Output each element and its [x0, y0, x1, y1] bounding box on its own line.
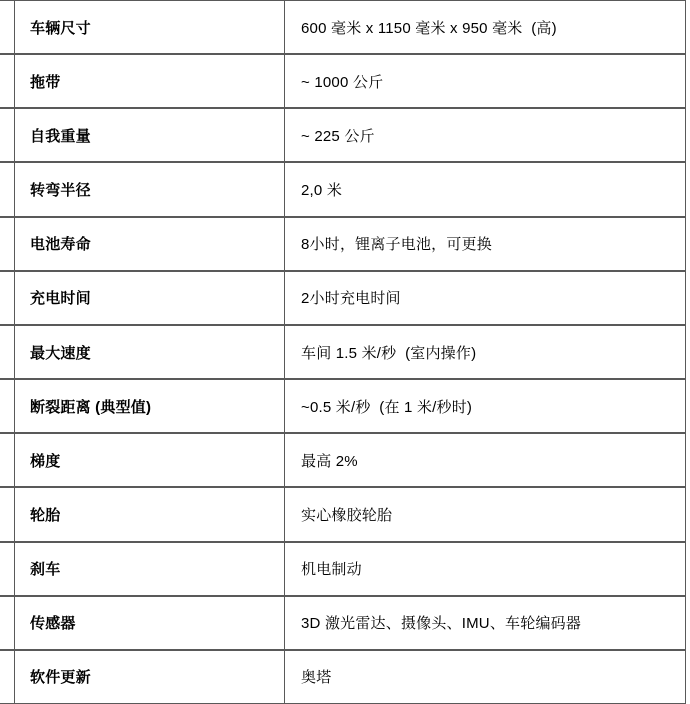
gutter-cell [0, 380, 15, 432]
spec-value: 600 毫米 x 1150 毫米 x 950 毫米 (高) [285, 1, 686, 53]
table-row-tires [0, 488, 686, 542]
spec-label: 梯度 [15, 434, 285, 486]
gutter-cell [0, 651, 15, 703]
spec-value: 车间 1.5 米/秒 (室内操作) [285, 326, 686, 378]
gutter-cell [0, 55, 15, 107]
spec-label: 最大速度 [15, 326, 285, 378]
table-row-self-weight [0, 109, 686, 163]
table-row-max-speed [0, 326, 686, 380]
table-row-turning-radius [0, 163, 686, 217]
gutter-cell [0, 163, 15, 215]
spec-value: 实心橡胶轮胎 [285, 488, 686, 540]
spec-label: 自我重量 [15, 109, 285, 161]
spec-value: 3D 激光雷达、摄像头、IMU、车轮编码器 [285, 597, 686, 649]
gutter-cell [0, 326, 15, 378]
table-row-battery-life [0, 218, 686, 272]
spec-label: 车辆尺寸 [15, 1, 285, 53]
gutter-cell [0, 597, 15, 649]
table-row-gradient [0, 434, 686, 488]
spec-value: 最高 2% [285, 434, 686, 486]
spec-value: ~0.5 米/秒 (在 1 米/秒时) [285, 380, 686, 432]
spec-label: 充电时间 [15, 272, 285, 324]
spec-value: 机电制动 [285, 543, 686, 595]
spec-label: 传感器 [15, 597, 285, 649]
gutter-cell [0, 434, 15, 486]
spec-value: ~ 1000 公斤 [285, 55, 686, 107]
table-row-braking-distance [0, 380, 686, 434]
table-row-brakes [0, 543, 686, 597]
table-row-software-updates [0, 651, 686, 704]
table-row-sensors [0, 597, 686, 651]
gutter-cell [0, 543, 15, 595]
table-row-vehicle-dimensions [0, 1, 686, 55]
gutter-cell [0, 109, 15, 161]
spec-value: 2,0 米 [285, 163, 686, 215]
table-row-charging-time [0, 272, 686, 326]
spec-value: ~ 225 公斤 [285, 109, 686, 161]
table-row-towing [0, 55, 686, 109]
spec-label: 刹车 [15, 543, 285, 595]
spec-label: 转弯半径 [15, 163, 285, 215]
spec-label: 电池寿命 [15, 218, 285, 270]
spec-label: 断裂距离 (典型值) [15, 380, 285, 432]
gutter-cell [0, 218, 15, 270]
spec-label: 拖带 [15, 55, 285, 107]
spec-value: 8小时，锂离子电池，可更换 [285, 218, 686, 270]
gutter-cell [0, 488, 15, 540]
gutter-cell [0, 1, 15, 53]
spec-label: 软件更新 [15, 651, 285, 703]
spec-label: 轮胎 [15, 488, 285, 540]
gutter-cell [0, 272, 15, 324]
spec-value: 奥塔 [285, 651, 686, 703]
spec-value: 2小时充电时间 [285, 272, 686, 324]
